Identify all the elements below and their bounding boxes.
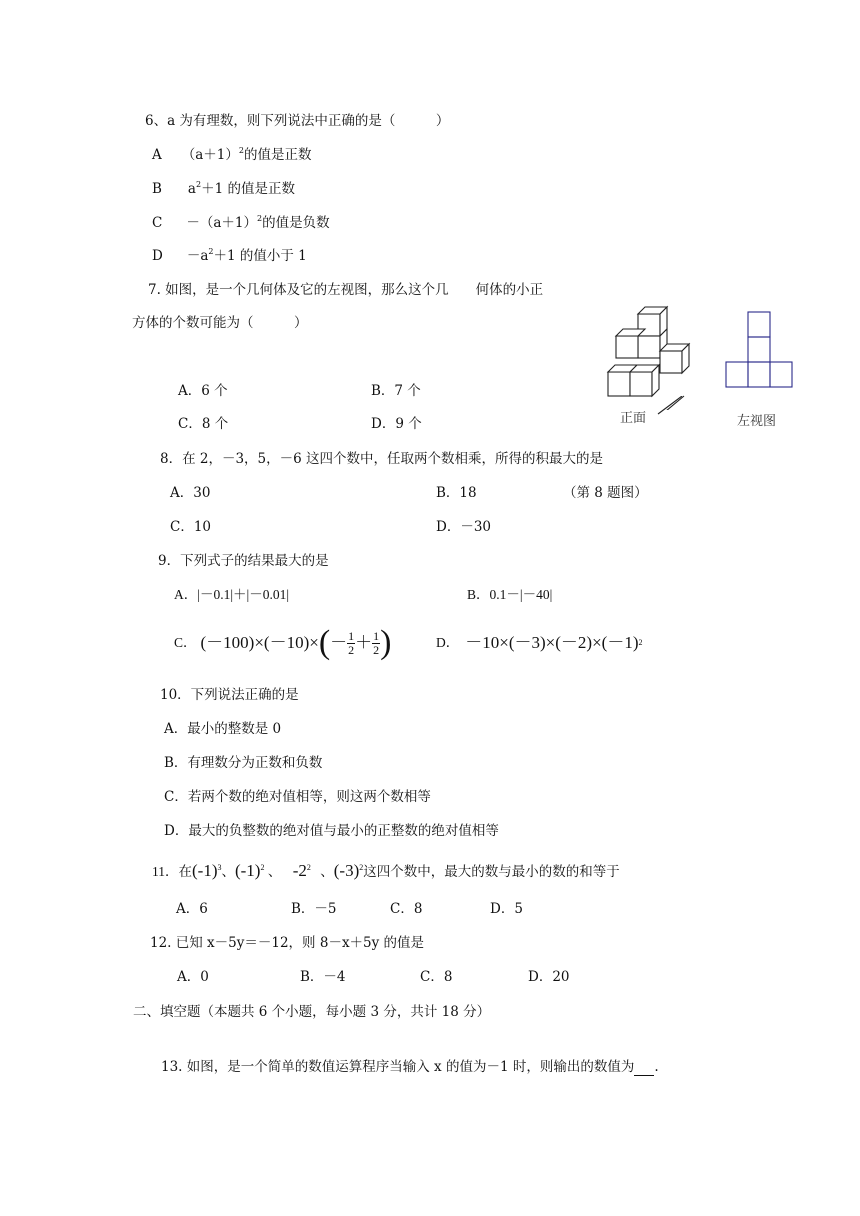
q10-stem: 10．下列说法正确的是 (160, 687, 299, 703)
q10-option-b: B．有理数分为正数和负数 (164, 755, 323, 771)
q12-option-b: B．－4 (300, 969, 346, 985)
q12-option-d: D．20 (528, 969, 570, 985)
cube-face (630, 372, 652, 396)
cube-face (616, 336, 638, 358)
q7-stem-line2: 方体的个数可能为（ ） (132, 315, 308, 331)
q7-option-b: B．7 个 (371, 383, 421, 399)
cube-face (608, 372, 630, 396)
q7-option-a: A．6 个 (178, 383, 228, 399)
q7-stem-line1: 7. 如图，是一个几何体及它的左视图，那么这个几 何体的小正 (148, 282, 544, 298)
q8-option-d: D．－30 (436, 519, 492, 535)
cube-face (638, 336, 660, 358)
q8-option-b: B．18 (436, 485, 477, 501)
q6-stem: 6、a 为有理数，则下列说法中正确的是（ ） (145, 113, 450, 129)
q11-option-d: D．5 (490, 901, 523, 917)
q8-option-c: C．10 (170, 519, 212, 535)
q10-option-a: A．最小的整数是 0 (164, 721, 282, 737)
q9-option-c: C． (－100)×(－10)× ( － $\frac{1}{2}$ ＋ $\frac{1}{2}$ ) (174, 624, 392, 661)
q11-stem: 11．在$(-1)^3$、$(-1)^2$ 、 $-2^2$ 、$(-3)^2$这四个数中，最大的数与最小的数的和等于 (152, 861, 620, 880)
q8-stem: 8．在 2，－3，5，－6 这四个数中，任取两个数相乘，所得的积最大的是 (160, 451, 604, 467)
answer-blank[interactable] (634, 1061, 654, 1076)
q6-option-c: $C -(a+1)^2$的值是负数 (152, 214, 330, 231)
q10-option-d: D．最大的负整数的绝对值与最小的正整数的绝对值相等 (164, 823, 499, 839)
front-pointer-line (596, 396, 686, 416)
q11-option-c: C．8 (390, 901, 423, 917)
q6-option-b: B $a^2+1$ 的值是正数 (152, 180, 295, 197)
q12-option-a: A．0 (177, 969, 209, 985)
q9-stem: 9．下列式子的结果最大的是 (158, 553, 329, 569)
q10-option-c: C．若两个数的绝对值相等，则这两个数相等 (164, 789, 431, 805)
left-view-label: 左视图 (737, 414, 777, 429)
q12-option-c: C．8 (420, 969, 453, 985)
q9-option-b: B．0.1－|－40| (467, 587, 553, 602)
front-label: 正面 (620, 411, 647, 426)
left-view-figure (724, 310, 794, 390)
q11-option-a: A．6 (176, 901, 208, 917)
q7-option-c: C．8 个 (178, 416, 229, 432)
q8-caption: （第 8 题图） (563, 485, 648, 501)
q7-option-d: D．9 个 (371, 416, 422, 432)
q6-option-d: $D -a^2+1$ 的值小于 1 (152, 247, 307, 264)
q9-option-a: A．|－0.1|＋|－0.01| (174, 587, 290, 602)
q8-option-a: A．30 (170, 485, 211, 501)
cube-solid-figure (600, 300, 700, 410)
q6-option-a: A $(a+1)^2$的值是正数 (152, 146, 312, 163)
q12-stem: 12. 已知 x－5y＝－12，则 8－x＋5y 的值是 (150, 935, 425, 951)
cube-face (660, 351, 682, 373)
q13-stem: 13. 如图，是一个简单的数值运算程序当输入 x 的值为－1 时，则输出的数值为 . (161, 1059, 659, 1075)
q9-option-d: D． －10×(－3)×(－2)×(－1) 2 (436, 633, 643, 652)
q11-option-b: B．－5 (291, 901, 337, 917)
section-title: 二、填空题（本题共 6 个小题，每小题 3 分，共计 18 分） (133, 1004, 491, 1020)
